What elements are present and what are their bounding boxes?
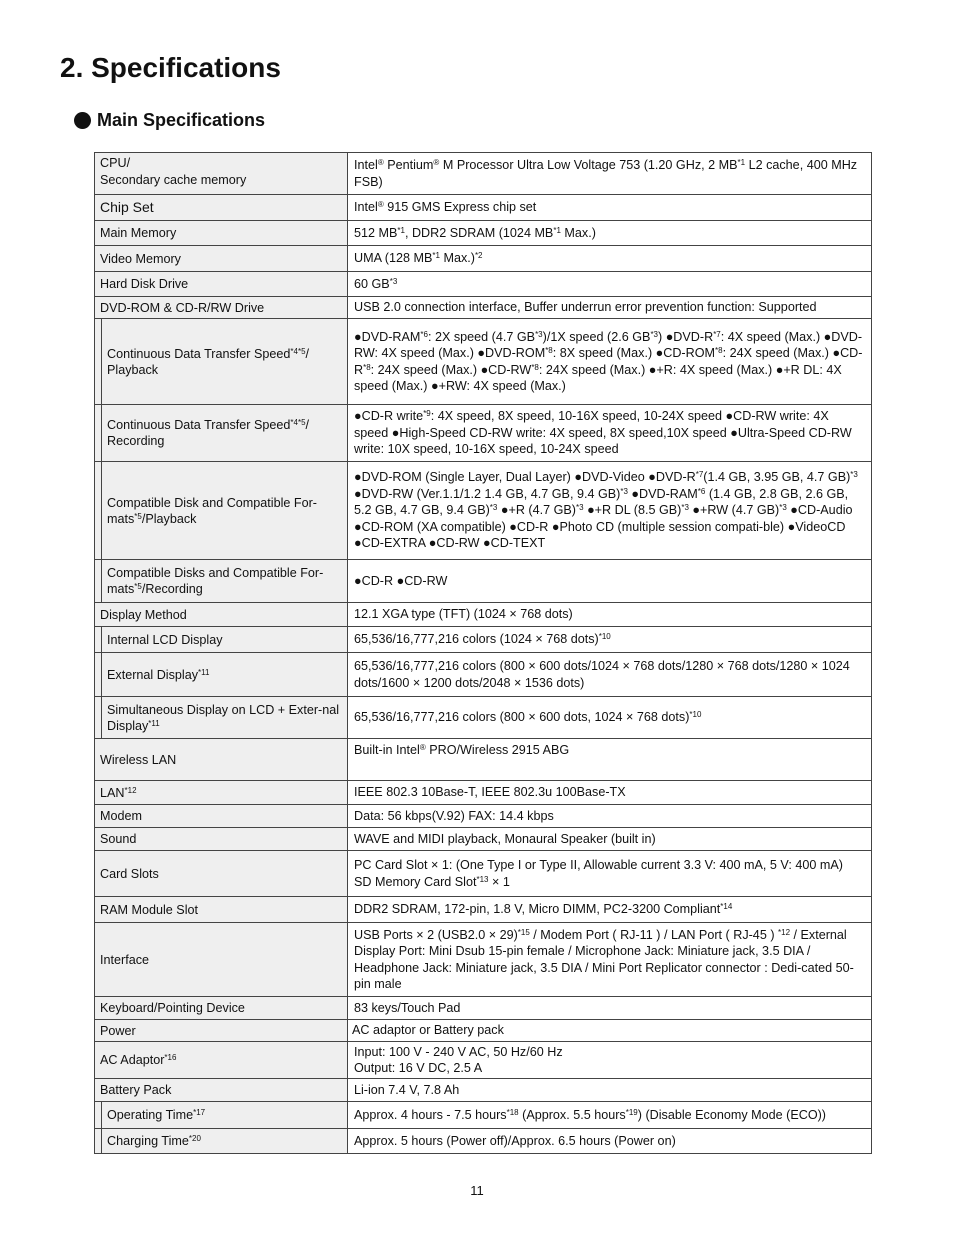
row-value: Built-in Intel® PRO/Wireless 2915 ABG — [354, 743, 570, 757]
table-row — [95, 653, 871, 697]
row-label: LAN$^{*12}$ — [95, 781, 348, 804]
section-heading — [74, 110, 265, 131]
table-row — [95, 603, 871, 627]
row-value: 512 MB$^{*1}$, DDR2 SDRAM (1024 MB$^{*1}$ Max.) — [354, 225, 596, 240]
table-row — [95, 627, 871, 653]
row-label: Display Method — [95, 603, 348, 626]
table-row — [95, 195, 871, 221]
row-value: 12.1 XGA type (TFT) (1024 × 768 dots) — [354, 607, 573, 622]
page-title: 2. Specifications — [60, 52, 281, 83]
row-value: Approx. 5 hours (Power off)/Approx. 6.5 hours (Power on) — [354, 1133, 676, 1148]
row-label: RAM Module Slot — [95, 897, 348, 922]
table-row — [95, 1102, 871, 1129]
row-value: Li-ion 7.4 V, 7.8 Ah — [354, 1082, 460, 1097]
table-row — [95, 997, 871, 1020]
table-row — [95, 272, 871, 297]
row-label: Simultaneous Display on LCD + Exter-nal Display$^{*11}$ — [95, 697, 348, 738]
table-row — [95, 297, 871, 319]
row-value: USB 2.0 connection interface, Buffer underrun error prevention function: Supported — [354, 300, 817, 315]
row-label: External Display$^{*11}$ — [95, 653, 348, 696]
row-label: Battery Pack — [95, 1079, 348, 1101]
table-row — [95, 697, 871, 739]
table-row — [95, 1042, 871, 1079]
section-heading-text: Main Specifications — [97, 110, 266, 130]
row-label: Continuous Data Transfer Speed$^{*4*5}$/ Playback — [95, 319, 348, 404]
row-label: Chip Set — [95, 195, 348, 220]
row-value: Data: 56 kbps(V.92) FAX: 14.4 kbps — [354, 808, 554, 823]
row-value: ●DVD-RAM$^{*6}$: 2X speed (4.7 GB$^{*3}$)/1X speed (2.6 GB$^{*3}$) $●DVD-R^{*7}$: 4X speed (Max.) ●DVD-RW: 4X speed (Max.) ●DVD-ROM$^{*8}$: 8X speed (Max.) ●CD-ROM$^{*8}$: 24X speed (Max.) $●CD-R^{*8}$: 24X speed (Max.) ●CD-RW$^{*8}$: 24X speed (Max.) ●+R: 4X speed (Max.) ●+R DL: 4X speed (Max.) ●+RW: 4X speed (Max.) — [354, 329, 863, 393]
row-label: DVD-ROM & CD-R/RW Drive — [95, 297, 348, 318]
page-number: 11 — [470, 1183, 484, 1198]
table-row — [95, 246, 871, 272]
table-row — [95, 560, 871, 603]
row-label: Hard Disk Drive — [95, 272, 348, 296]
table-row — [95, 1079, 871, 1102]
table-row — [95, 781, 871, 805]
row-label: Operating Time$^{*17}$ — [95, 1102, 348, 1128]
table-row — [95, 851, 871, 897]
row-label: Modem — [95, 805, 348, 827]
table-row — [95, 319, 871, 405]
table-row — [95, 828, 871, 851]
table-row — [95, 405, 871, 462]
row-label: Internal LCD Display — [95, 627, 348, 652]
row-label: Continuous Data Transfer Speed$^{*4*5}$/ Recording — [95, 405, 348, 461]
row-value: AC adaptor or Battery pack — [352, 1023, 504, 1038]
spec-table — [94, 152, 872, 1154]
table-row — [95, 923, 871, 997]
row-value: 60 GB$^{*3}$ — [354, 276, 398, 291]
row-value: 83 keys/Touch Pad — [354, 1000, 461, 1015]
row-label: Sound — [95, 828, 348, 850]
row-label: Wireless LAN — [95, 739, 348, 780]
table-row — [95, 897, 871, 923]
row-value: Intel® 915 GMS Express chip set — [354, 200, 537, 215]
row-value: Intel® Pentium® M Processor Ultra Low Voltage 753 (1.20 GHz, 2 MB$^{*1}$ L2 cache, 400 MHz FSB) — [354, 158, 858, 189]
row-value: ●CD-R ●CD-RW — [354, 573, 448, 588]
row-label: Charging Time$^{*20}$ — [95, 1129, 348, 1153]
table-row — [95, 462, 871, 560]
row-value: Input: 100 V - 240 V AC, 50 Hz/60 Hz Output: 16 V DC, 2.5 A — [354, 1044, 563, 1075]
row-label: Power — [95, 1020, 348, 1041]
table-row — [95, 221, 871, 246]
row-label: Keyboard/Pointing Device — [95, 997, 348, 1019]
table-row — [95, 805, 871, 828]
row-label: Compatible Disk and Compatible For-mats$^{*5}$/Playback — [95, 462, 348, 559]
row-value: WAVE and MIDI playback, Monaural Speaker (built in) — [354, 831, 656, 846]
row-value: 65,536/16,777,216 colors (1024 × 768 dots)$^{*10}$ — [354, 632, 611, 647]
row-label: Main Memory — [95, 221, 348, 245]
row-value: ●DVD-ROM (Single Layer, Dual Layer) ●DVD-Video $●DVD-R^{*7}(1.4$ GB, 3.95 GB, 4.7 GB)$^{*3}$ ●DVD-RW (Ver.1.1/1.2 1.4 GB, 4.7 GB, 9.4 GB)$^{*3}$ ●DVD-RAM$^{*6}$ (1.4 GB, 2.8 GB, 2.6 GB, 5.2 GB, 4.7 GB, 9.4 GB)$^{*3}$ ●+R (4.7 GB)$^{*3}$ ●+R DL (8.5 GB)$^{*3}$ ●+RW (4.7 GB)$^{*3}$ ●CD-Audio ●CD-ROM (XA compatible) ●CD-R ●Photo CD (multiple session compati-ble) ●VideoCD ●CD-EXTRA ●CD-RW ●CD-TEXT — [354, 470, 858, 551]
row-label: AC Adaptor$^{*16}$ — [95, 1042, 348, 1078]
row-value: 65,536/16,777,216 colors (800 × 600 dots, 1024 × 768 dots)$^{*10}$ — [354, 710, 702, 725]
table-row — [95, 1129, 871, 1153]
bullet-icon — [74, 112, 91, 129]
row-value: USB Ports × 2 $(USB2.0 \times 29)^{*15}$ / Modem Port ( RJ-11 ) / LAN Port ( RJ-45 ) $^{*12}$ / External Display Port: Mini Dsub 15-pin female / Microphone Jack: Miniature jack, 3.5 DIA / Headphone Jack: Miniature jack, 3.5 DIA / Mini Port Replicator connector : Dedi-cated 50-pin male — [354, 927, 854, 991]
table-row — [95, 1020, 871, 1042]
row-value: IEEE 802.3 10Base-T, IEEE 802.3u 100Base-TX — [354, 785, 626, 800]
row-value: Approx. 4 hours - 7.5 hours$^{*18}$ (Approx. 5.5 hours$^{*19}$) (Disable Economy Mode (ECO)) — [354, 1107, 827, 1122]
row-label: Interface — [95, 923, 348, 996]
row-value: UMA (128 MB$^{*1}$ Max.)$^{*2}$ — [354, 251, 483, 266]
row-label: CPU/ Secondary cache memory — [95, 153, 348, 194]
row-value: PC Card Slot × 1: (One Type I or Type II, Allowable current 3.3 V: 400 mA, 5 V: 400 mA) SD Memory Card Slot$^{*13}$ × 1 — [354, 858, 843, 889]
table-row — [95, 739, 871, 781]
table-row — [95, 153, 871, 195]
row-value: ●CD-R write$^{*9}$: 4X speed, 8X speed, 10-16X speed, 10-24X speed ●CD-RW write: 4X speed ●High-Speed CD-RW write: 4X speed, 8X speed,10X speed ●Ultra-Speed CD-RW write: 10X speed, 10-16X speed, 10-24X speed — [354, 409, 852, 457]
row-value: DDR2 SDRAM, 172-pin, 1.8 V, Micro DIMM, PC2-3200 Compliant$^{*14}$ — [354, 902, 733, 917]
row-label: Card Slots — [95, 851, 348, 896]
row-value: 65,536/16,777,216 colors (800 × 600 dots/1024 × 768 dots/1280 × 768 dots/1280 × 1024 dots/1600 × 1200 dots/2048 × 1536 dots) — [354, 659, 850, 690]
row-label: Compatible Disks and Compatible For-mats$^{*5}$/Recording — [95, 560, 348, 602]
row-label: Video Memory — [95, 246, 348, 271]
